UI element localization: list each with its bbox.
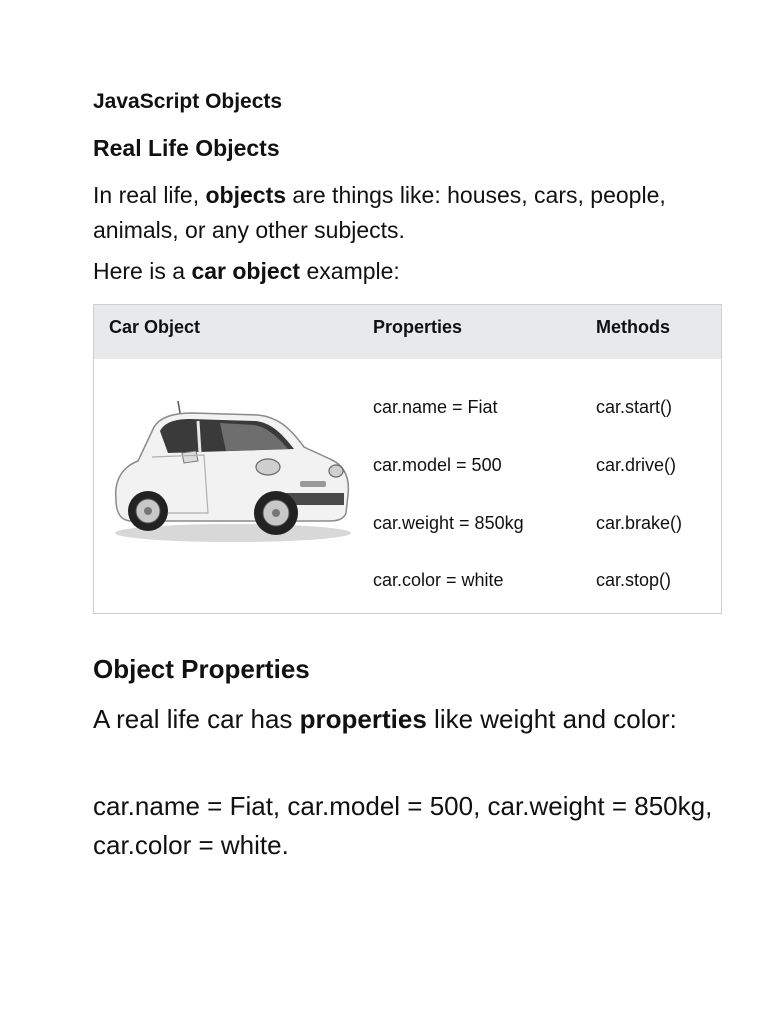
section-heading-object-properties: Object Properties [93, 654, 310, 684]
properties-paragraph [93, 700, 713, 739]
method-start: car.start() [596, 397, 673, 417]
car-photo-icon [108, 395, 354, 545]
method-drive: car.drive() [596, 455, 677, 475]
table-header-car-object: Car Object [109, 317, 201, 337]
property-model: car.model = 500 [373, 455, 502, 475]
properties-text-pre: A real life car has [93, 704, 300, 734]
page-title: JavaScript Objects [93, 90, 283, 113]
properties-text-bold: properties [299, 704, 427, 734]
example-text-pre: Here is a [93, 258, 192, 284]
intro-text-bold: objects [205, 182, 287, 208]
intro-text-post: are things like: houses, cars, people, animals, or any other subjects. [93, 182, 666, 243]
example-text-post: example: [300, 258, 400, 284]
property-weight: car.weight = 850kg [373, 513, 524, 533]
property-values-paragraph: car.name = Fiat, car.model = 500, car.weight = 850kg, car.color = white. [93, 791, 713, 860]
section-heading-real-life-objects: Real Life Objects [93, 135, 280, 161]
example-text-bold: car object [191, 258, 301, 284]
properties-text-post: like weight and color: [426, 704, 677, 734]
intro-text-pre: In real life, [93, 182, 206, 208]
method-brake: car.brake() [596, 513, 683, 533]
intro-paragraph [93, 178, 693, 248]
car-object-table [93, 304, 722, 614]
method-stop: car.stop() [596, 570, 672, 590]
example-paragraph [93, 258, 400, 285]
table-header-properties: Properties [373, 317, 463, 337]
table-header-methods: Methods [596, 317, 670, 337]
property-color: car.color = white [373, 570, 504, 590]
property-name: car.name = Fiat [373, 397, 498, 417]
